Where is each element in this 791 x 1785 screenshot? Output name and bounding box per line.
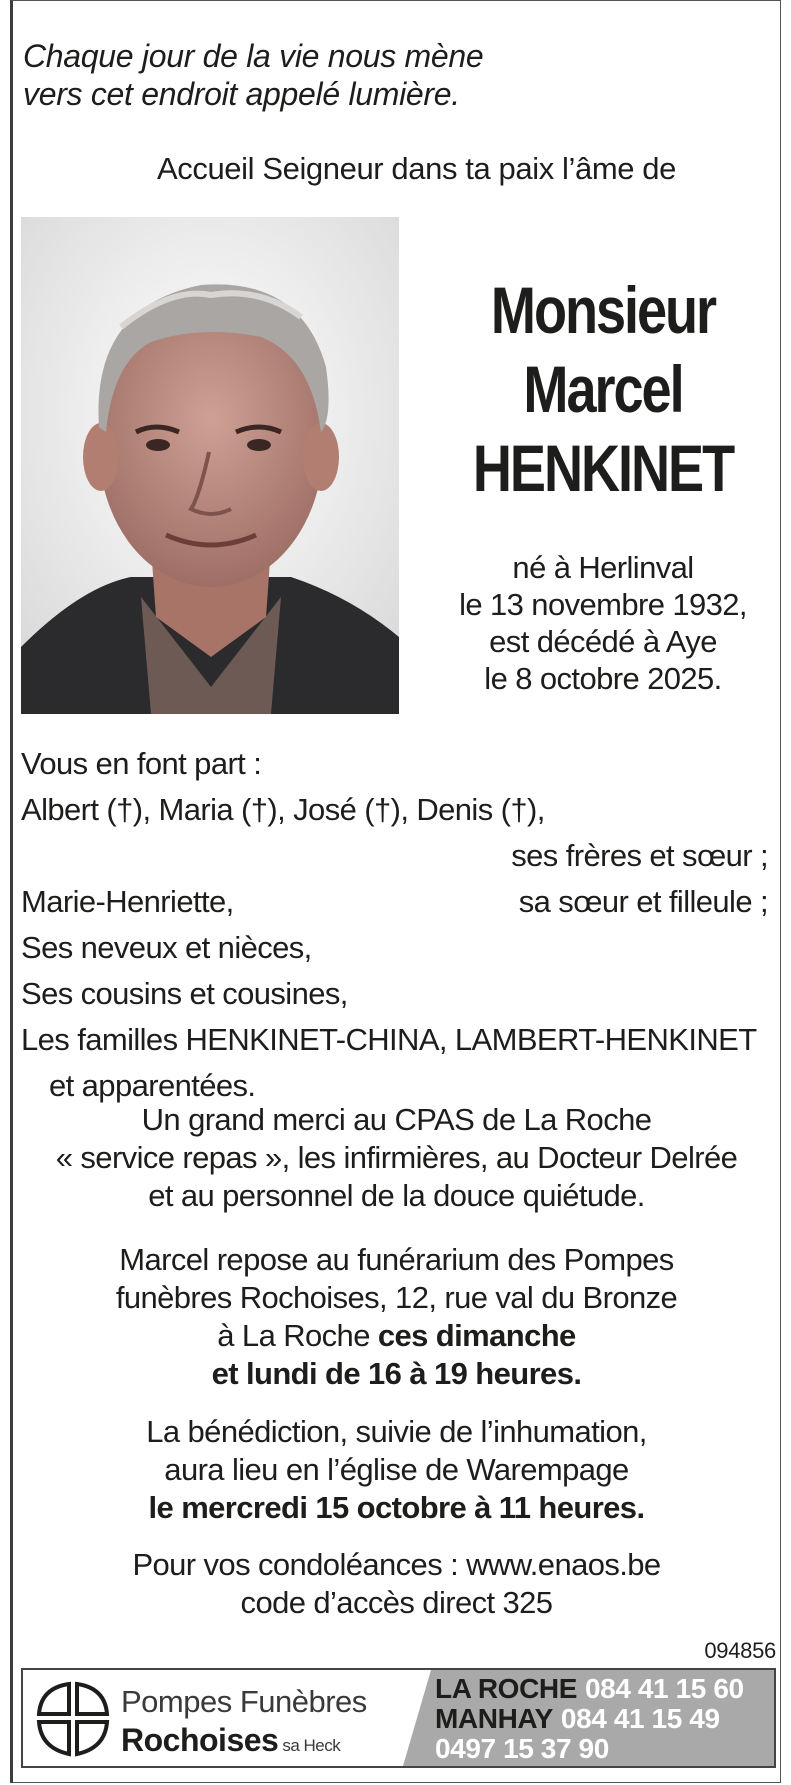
funeral-home-suffix: sa Heck: [282, 1736, 341, 1755]
condolences-line-1: Pour vos condoléances : www.enaos.be: [132, 1547, 661, 1582]
contact-city: MANHAY: [435, 1703, 553, 1734]
birth-line-1: né à Herlinval: [512, 550, 694, 585]
family-announcement: [21, 741, 768, 1109]
funeral-home-banner: [21, 1668, 776, 1768]
name-first: Marcel: [523, 352, 683, 426]
condolences-paragraph: [13, 1546, 780, 1622]
ceremony-paragraph: [13, 1413, 780, 1527]
name-title: Monsieur: [490, 273, 716, 347]
viewing-line-2: funèbres Rochoises, 12, rue val du Bronze: [115, 1280, 678, 1315]
quote-line-1: Chaque jour de la vie nous mène: [23, 38, 484, 74]
family-cousins: Ses cousins et cousines,: [21, 976, 348, 1011]
viewing-line-4: et lundi de 16 à 19 heures.: [211, 1356, 582, 1391]
thanks-line-3: et au personnel de la douce quiétude.: [148, 1178, 645, 1213]
thanks-line-1: Un grand merci au CPAS de La Roche: [141, 1102, 652, 1137]
reference-number: 094856: [704, 1638, 776, 1663]
family-nephews: Ses neveux et nièces,: [21, 930, 312, 965]
condolences-line-2: code d’accès direct 325: [240, 1585, 553, 1620]
ceremony-line-2: aura lieu en l’église de Warempage: [164, 1452, 629, 1487]
viewing-paragraph: [13, 1241, 780, 1393]
viewing-line-3: [13, 1317, 780, 1355]
family-families: Les familles HENKINET-CHINA, LAMBERT-HENKINET: [21, 1022, 757, 1057]
cross-logo-icon: [33, 1678, 113, 1763]
thanks-paragraph: [13, 1101, 780, 1215]
name-last: HENKINET: [472, 431, 734, 505]
contact-mobile: 0497 15 37 90: [435, 1733, 609, 1764]
contact-row-manhay: [435, 1704, 744, 1734]
ceremony-line-3: le mercredi 15 octobre à 11 heures.: [148, 1490, 645, 1525]
family-siblings-relation-row: [21, 833, 768, 879]
family-goddaughter: Marie-Henriette,: [21, 884, 234, 919]
intro-prayer: Accueil Seigneur dans ta paix l’âme de: [156, 151, 676, 186]
deceased-name: [464, 271, 743, 508]
contact-row-la-roche: [435, 1674, 744, 1704]
family-siblings: Albert (†), Maria (†), José (†), Denis (†),: [21, 792, 545, 827]
contact-phone: 084 41 15 60: [584, 1673, 744, 1704]
viewing-line-1: Marcel repose au funérarium des Pompes: [119, 1242, 674, 1277]
birth-line-4: le 8 octobre 2025.: [484, 661, 722, 696]
family-siblings-relation: ses frères et sœur ;: [511, 838, 768, 873]
family-families-cont: et apparentées.: [49, 1068, 256, 1103]
contact-city: LA ROCHE: [435, 1673, 577, 1704]
ceremony-line-1: La bénédiction, suivie de l’inhumation,: [146, 1414, 647, 1449]
funeral-home-name-1: Pompes Funèbres: [121, 1684, 367, 1719]
birth-line-2: le 13 novembre 1932,: [459, 587, 747, 622]
birth-line-3: est décédé à Aye: [489, 624, 717, 659]
thanks-line-2: « service repas », les infirmières, au Docteur Delrée: [55, 1140, 738, 1175]
funeral-home-name-2-text: Rochoises: [121, 1722, 279, 1758]
portrait-photo: [21, 217, 399, 714]
contact-list: [435, 1674, 744, 1764]
contact-phone: 084 41 15 49: [560, 1703, 720, 1734]
family-goddaughter-relation: sa sœur et filleule ;: [518, 884, 768, 919]
quote-line-2: vers cet endroit appelé lumière.: [23, 76, 460, 112]
viewing-line-3-bold: ces dimanche: [377, 1318, 576, 1353]
contact-row-mobile: [435, 1734, 744, 1764]
viewing-line-3-normal: à La Roche: [217, 1318, 378, 1353]
family-goddaughter-row: [21, 879, 768, 925]
birth-death-details: [433, 549, 773, 697]
funeral-home-name-2: [121, 1722, 340, 1759]
obituary-notice: [10, 0, 781, 1783]
opening-quote: [23, 37, 483, 113]
family-intro: Vous en font part :: [21, 746, 262, 781]
